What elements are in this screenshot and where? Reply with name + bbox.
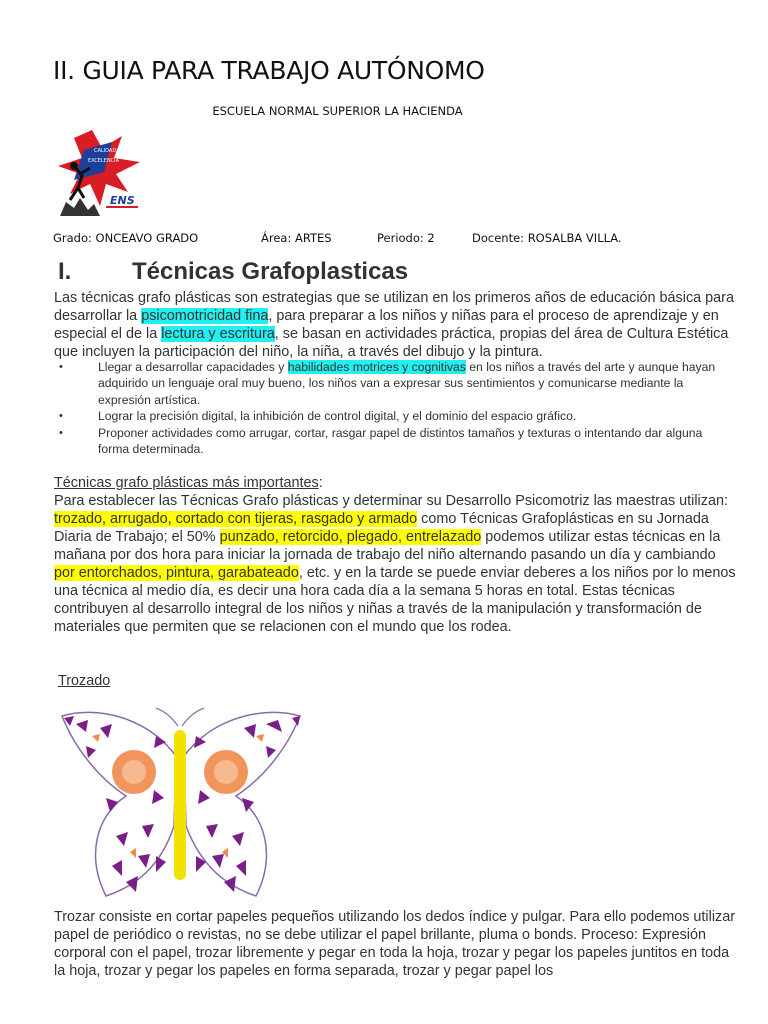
objectives-list [54, 359, 734, 457]
area-label: Área: ARTES [261, 231, 332, 245]
important-text-3: podemos utilizar estas técnicas en la mañana por dos hora para iniciar la jornada de trabajo del niño alternando pasando un día y cambiando [54, 529, 721, 563]
important-highlight-3: por entorchados, pintura, garabateado [54, 565, 299, 581]
heading-colon: : [318, 475, 323, 491]
intro-paragraph [54, 289, 739, 361]
intro-text-1: Las técnicas grafo plásticas son estrategias que se utilizan en los primeros años de educación básica para desarrollar la [54, 290, 734, 324]
list-item [59, 408, 734, 424]
trozado-heading: Trozado [58, 673, 111, 689]
section-title: Técnicas Grafoplasticas [132, 258, 409, 285]
section-number: I. [58, 258, 72, 285]
intro-highlight-2: lectura y escritura [161, 326, 275, 342]
school-name: ESCUELA NORMAL SUPERIOR LA HACIENDA [212, 104, 463, 118]
bullet-text: Lograr la precisión digital, la inhibición de control digital, y el dominio del espacio gráfico. [98, 409, 577, 424]
list-item [59, 359, 734, 408]
important-techniques-section [54, 474, 739, 636]
bullet-text: Llegar a desarrollar capacidades y [98, 360, 288, 374]
bullet-icon: • [59, 410, 63, 423]
important-highlight-2: punzado, retorcido, plegado, entrelazado [219, 529, 482, 545]
section-heading [58, 258, 408, 286]
logo-text-2: EXCELENCIA [88, 158, 119, 164]
important-text-2: como Técnicas Grafoplásticas en su Jornada Diaria de Trabajo; el 50% [54, 511, 709, 545]
butterfly-illustration [56, 706, 306, 904]
logo-text-3: ENS [110, 194, 135, 207]
bullet-highlight: habilidades motrices y cognitivas [287, 360, 466, 374]
grade-label: Grado: ONCEAVO GRADO [53, 231, 199, 245]
intro-text-2: , para preparar a los niños y niñas para el proceso de aprendizaje y en especial el de la [54, 308, 719, 342]
bullet-text: Proponer actividades como arrugar, cortar, rasgar papel de distintos tamaños y texturas o intentando dar alguna forma determinada. [98, 425, 703, 457]
bullet-icon: • [59, 426, 63, 439]
trozado-paragraph: Trozar consiste en cortar papeles pequeños utilizando los dedos índice y pulgar. Para ello podemos utilizar papel de periódico o revistas, no se debe utilizar el papel brillante, pluma o bonds. Proceso: Expresión corporal con el papel, trozar libremente y pegar en toda la hoja, trozar y pegar los papeles juntitos en toda la hoja, trozar y pegar los papeles en forma separada, trozar y pegar papel los [54, 909, 736, 979]
list-item [59, 425, 734, 458]
intro-text-3: , se basan en actividades práctica, propias del área de Cultura Estética que incluyen la participación del niño, la niña, a través del dibujo y la pintura. [54, 326, 729, 360]
bullet-icon: • [59, 361, 63, 373]
bullet-text: en los niños a través del arte y aunque hayan adquirido un lenguaje oral muy bueno, los niños van a expresar sus sentimientos y comunicarse mediante la expresión artística. [98, 360, 716, 407]
intro-highlight-1: psicomotricidad fina [141, 308, 269, 324]
logo-text-1: CALIDAD [94, 148, 117, 154]
page-title: II. GUIA PARA TRABAJO AUTÓNOMO [53, 56, 485, 85]
important-heading: Técnicas grafo plásticas más importantes [54, 475, 319, 491]
teacher-label: Docente: ROSALBA VILLA. [472, 231, 622, 245]
important-text-1: Para establecer las Técnicas Grafo plásticas y determinar su Desarrollo Psicomotriz las maestras utilizan: [54, 493, 728, 509]
period-label: Periodo: 2 [377, 231, 435, 245]
important-text-4: , etc. y en la tarde se puede enviar deberes a los niños por lo menos una técnica al medio día, es decir una hora cada día a la semana 5 horas en total. Estas técnicas contribuyen al desarrollo integral de los niños y niñas a través de la manipulación y transformación de materiales que permiten que se relacionen con el mundo que los rodea. [54, 565, 736, 635]
important-highlight-1: trozado, arrugado, cortado con tijeras, rasgado y armado [54, 511, 418, 527]
school-logo [54, 128, 144, 220]
